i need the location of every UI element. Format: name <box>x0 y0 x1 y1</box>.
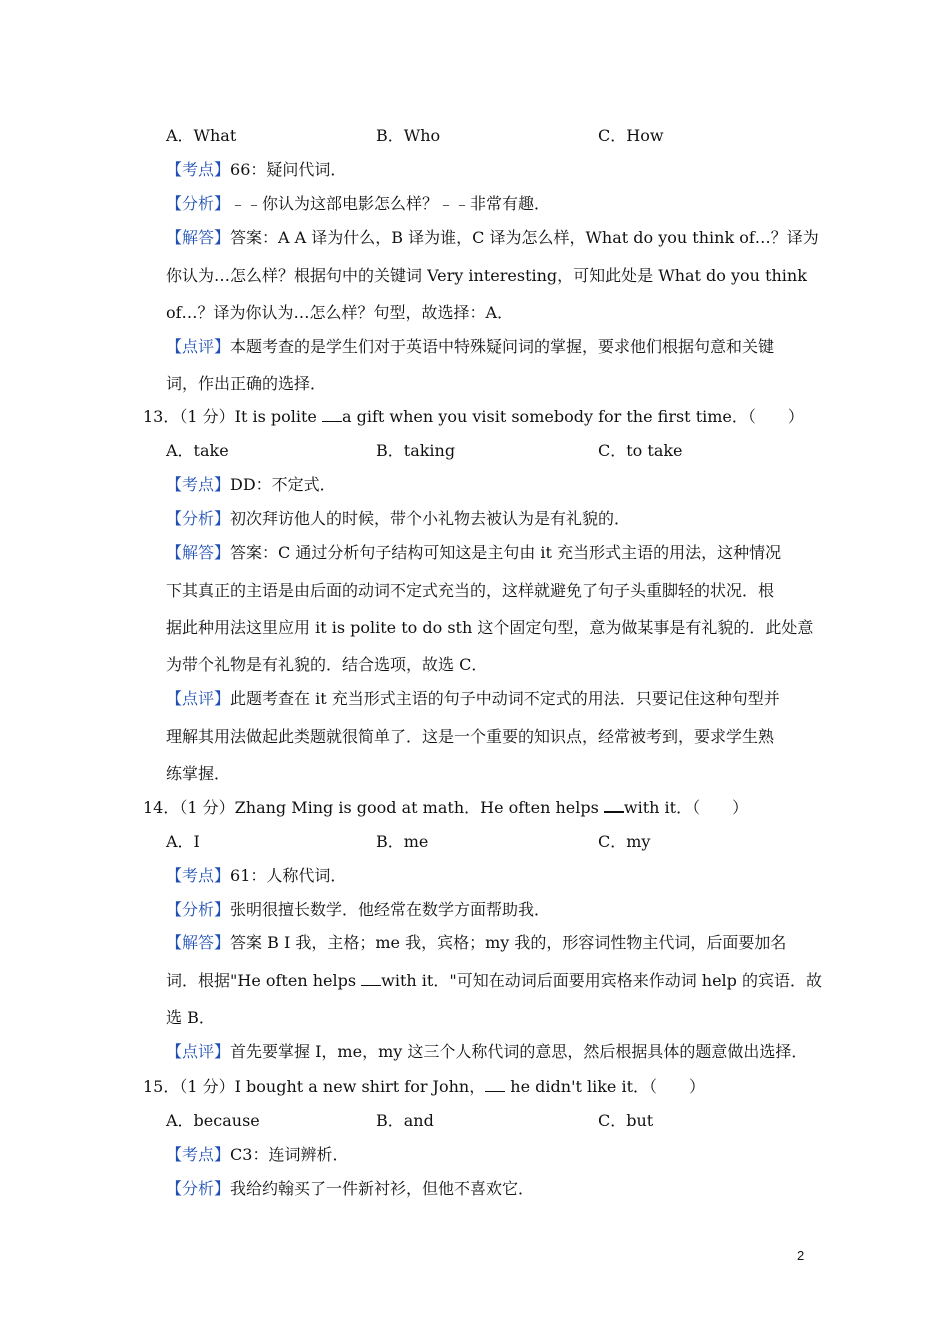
option-a: A．I <box>166 832 200 851</box>
q14-options <box>166 831 811 853</box>
option-b: B．taking <box>376 441 456 460</box>
jieda-tag: 【解答】 <box>166 543 231 562</box>
q14-stem: 14．（1 分）Zhang Ming is good at math．He often helps with it．（ ） <box>143 798 749 817</box>
answer-blank <box>485 1077 505 1092</box>
answer-blank <box>604 797 624 813</box>
option-b: B．me <box>376 832 429 851</box>
q15-stem: 15．（1 分）I bought a new shirt for John， he didn't like it．（ ） <box>143 1077 706 1096</box>
kaodian-tag: 【考点】 <box>166 1145 231 1164</box>
q13-options <box>166 440 811 462</box>
fenxi-tag: 【分析】 <box>166 900 231 919</box>
dianping-tag: 【点评】 <box>166 1042 231 1061</box>
q13-dianping-2: 理解其用法做起此类题就很简单了．这是一个重要的知识点，经常被考到，要求学生熟 <box>166 727 775 746</box>
q14-jieda-3: 选 B． <box>166 1008 215 1027</box>
q14-jieda-2: 词．根据"He often helps with it．"可知在动词后面要用宾格来作动词 help 的宾语．故 <box>166 971 823 990</box>
jieda-tag: 【解答】 <box>166 933 231 952</box>
q15-options <box>166 1110 811 1132</box>
q12-fenxi: 【分析】﹣﹣你认为这部电影怎么样？﹣﹣非常有趣． <box>166 194 551 213</box>
q14-fenxi: 【分析】张明很擅长数学．他经常在数学方面帮助我． <box>166 900 551 919</box>
q13-jieda-1: 【解答】答案：C 通过分析句子结构可知这是主句由 it 充当形式主语的用法，这种情况 <box>166 543 782 562</box>
q13-stem: 13．（1 分）It is polite a gift when you visit somebody for the first time．（ ） <box>143 407 804 426</box>
q13-jieda-2: 下其真正的主语是由后面的动词不定式充当的，这样就避免了句子头重脚轻的状况．根 <box>166 581 775 600</box>
fenxi-tag: 【分析】 <box>166 194 231 213</box>
dianping-tag: 【点评】 <box>166 689 231 708</box>
option-c: C．my <box>598 832 651 851</box>
q14-kaodian: 【考点】61：人称代词． <box>166 866 347 885</box>
fenxi-tag: 【分析】 <box>166 509 231 528</box>
option-a: A．because <box>166 1111 260 1130</box>
q13-fenxi: 【分析】初次拜访他人的时候，带个小礼物去被认为是有礼貌的． <box>166 509 631 528</box>
option-c: C．but <box>598 1111 654 1130</box>
q13-kaodian: 【考点】DD：不定式． <box>166 475 336 494</box>
dianping-tag: 【点评】 <box>166 337 231 356</box>
q15-kaodian: 【考点】C3：连词辨析． <box>166 1145 349 1164</box>
q12-jieda-3: of…？译为你认为…怎么样？句型，故选择：A． <box>166 303 514 322</box>
option-a: A．What <box>166 126 237 145</box>
q13-dianping-1: 【点评】此题考查在 it 充当形式主语的句子中动词不定式的用法．只要记住这种句型并 <box>166 689 780 708</box>
q12-dianping-2: 词，作出正确的选择． <box>166 374 327 393</box>
answer-blank <box>361 971 381 986</box>
page-number: 2 <box>797 1248 805 1263</box>
answer-blank <box>322 407 342 422</box>
fenxi-tag: 【分析】 <box>166 1179 231 1198</box>
q15-fenxi: 【分析】我给约翰买了一件新衬衫，但他不喜欢它． <box>166 1179 535 1198</box>
q13-dianping-3: 练掌握． <box>166 764 231 783</box>
q12-dianping-1: 【点评】本题考查的是学生们对于英语中特殊疑问词的掌握，要求他们根据句意和关键 <box>166 337 775 356</box>
jieda-tag: 【解答】 <box>166 228 231 247</box>
kaodian-tag: 【考点】 <box>166 475 231 494</box>
q13-jieda-4: 为带个礼物是有礼貌的．结合选项，故选 C． <box>166 655 488 674</box>
option-c: C．How <box>598 126 664 145</box>
q12-kaodian: 【考点】66：疑问代词． <box>166 160 347 179</box>
q12-jieda-1: 【解答】答案：A A 译为什么，B 译为谁，C 译为怎么样，What do you think of…？译为 <box>166 228 819 247</box>
option-b: B．Who <box>376 126 441 145</box>
q12-jieda-2: 你认为…怎么样？根据句中的关键词 Very interesting，可知此处是 What do you think <box>166 266 807 285</box>
option-a: A．take <box>166 441 229 460</box>
option-c: C．to take <box>598 441 683 460</box>
q14-dianping-1: 【点评】首先要掌握 I，me，my 这三个人称代词的意思，然后根据具体的题意做出选择． <box>166 1042 808 1061</box>
q14-jieda-1: 【解答】答案 B I 我，主格；me 我，宾格；my 我的，形容词性物主代词，后面要加名 <box>166 933 787 952</box>
kaodian-tag: 【考点】 <box>166 160 231 179</box>
q13-jieda-3: 据此种用法这里应用 it is polite to do sth 这个固定句型，意为做某事是有礼貌的．此处意 <box>166 618 814 637</box>
q12-options <box>166 125 811 147</box>
option-b: B．and <box>376 1111 434 1130</box>
kaodian-tag: 【考点】 <box>166 866 231 885</box>
